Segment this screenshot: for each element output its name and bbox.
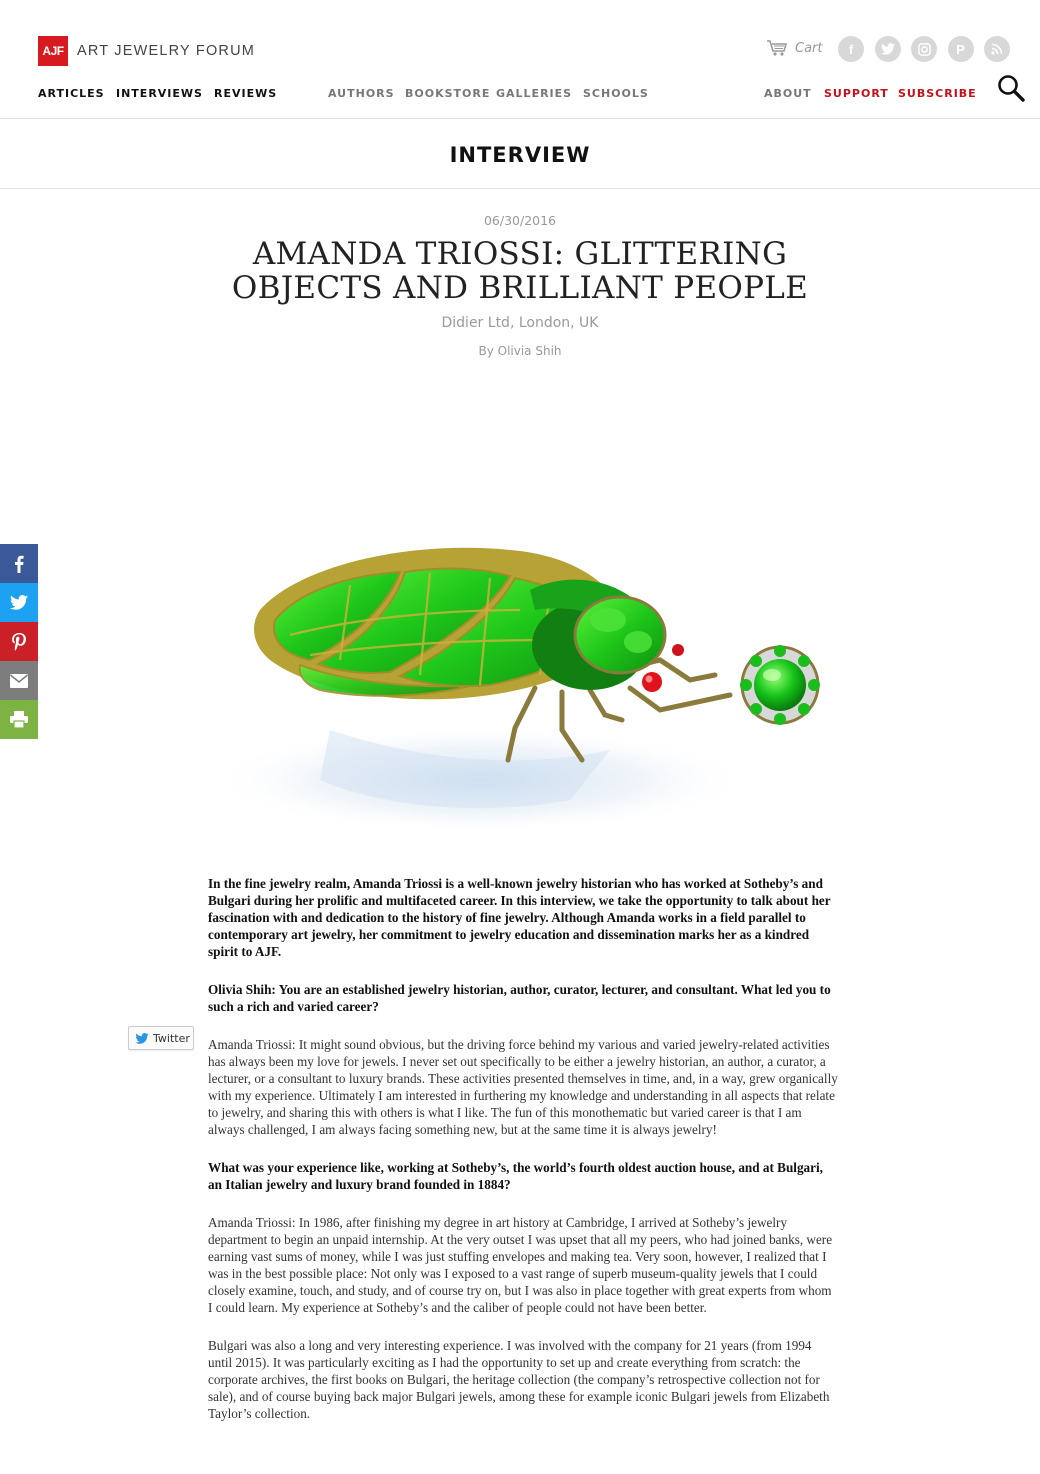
interview-answer: Bulgari was also a long and very interesting experience. I was involved with the company for 21 years (from 1994 until 2015). It was particularly exciting as I had the opportunity to set up and create everything from scratch: the corporate archives, the first books on Bulgari, the heritage collection (the company’s retrospective collection not for sale), and of course buying back major Bulgari jewels, among these for example iconic Bulgari jewels from Elizabeth Taylor’s collection. (208, 1338, 830, 1421)
nav-galleries[interactable]: GALLERIES (496, 87, 573, 100)
section-bar (0, 119, 1040, 189)
nav-about[interactable]: ABOUT (764, 87, 812, 100)
nav-articles[interactable]: ARTICLES (38, 87, 105, 100)
cart-label: Cart (795, 40, 823, 56)
article-byline: By Olivia Shih (478, 344, 562, 358)
facebook-share-icon[interactable] (0, 544, 38, 583)
pinterest-icon[interactable]: P (948, 36, 974, 62)
interview-question: What was your experience like, working at Sotheby’s, the world’s fourth oldest auction house, and at Bulgari, an Italian jewelry and luxury brand founded in 1884? (208, 1160, 823, 1192)
instagram-icon[interactable] (911, 36, 937, 62)
side-share-bar (0, 544, 38, 739)
cart-link[interactable] (767, 40, 823, 56)
search-icon[interactable] (997, 74, 1025, 102)
nav-reviews[interactable]: REVIEWS (214, 87, 278, 100)
nav-authors[interactable]: AUTHORS (328, 87, 395, 100)
twitter-button-label: Twitter (153, 1031, 190, 1045)
email-share-icon[interactable] (0, 661, 38, 700)
twitter-bird-icon (135, 1033, 149, 1044)
cart-icon (767, 40, 787, 56)
social-links (838, 36, 1021, 62)
hero-image-cicada-brooch (190, 460, 850, 860)
article-title: AMANDA TRIOSSI: GLITTERING OBJECTS AND BRILLIANT PEOPLE (231, 236, 809, 306)
twitter-share-button[interactable] (128, 1026, 194, 1050)
site-header (0, 0, 1040, 119)
rss-icon[interactable] (984, 36, 1010, 62)
twitter-icon[interactable] (875, 36, 901, 62)
interview-answer: Amanda Triossi: In 1986, after finishing my degree in art history at Cambridge, I arrived at Sotheby’s jewelry department to begin an unpaid internship. At the very outset I was upset that all my peers, who had joined banks, were earning vast sums of money, while I was just stuffing envelopes and making tea. Very soon, however, I realized that I was in the best possible place: Not only was I exposed to a vast range of superb museum-quality jewels that I could closely examine, touch, and study, and of course try on, but I was also in place together with great experts from whom I could learn. My experience at Sotheby’s and the caliber of people could not have been better. (208, 1215, 833, 1315)
article-lede: In the fine jewelry realm, Amanda Triossi is a well-known jewelry historian who has worked at Sotheby’s and Bulgari during her prolific and multifaceted career. In this interview, we take the opportunity to talk about her fascination with and dedication to the history of fine jewelry. Although Amanda works in a field parallel to contemporary art jewelry, her commitment to jewelry education and dissemination marks her as a kindred spirit to AJF. (208, 876, 831, 959)
section-title: INTERVIEW (449, 143, 591, 167)
interview-answer: Amanda Triossi: It might sound obvious, but the driving force behind my various and varied jewelry-related activities has always been my love for jewels. I never set out specifically to be either a jewelry historian, an author, a curator, a lecturer, or a consultant to luxury brands. These activities presented themselves in time, and, in a way, grew organically with my experience. Ultimately I am interested in furthering my knowledge and understanding in all aspects that relate to jewelry, and sharing this with others is what I like. The fun of this monothematic but varied career is that I am always challenged, I am always facing something new, but at the same time it is always jewelry! (208, 1037, 838, 1137)
logo-text: ART JEWELRY FORUM (77, 43, 256, 59)
interview-question: Olivia Shih: You are an established jewelry historian, author, curator, lecturer, and consultant. What led you to such a rich and varied career? (208, 982, 831, 1014)
nav-schools[interactable]: SCHOOLS (583, 87, 649, 100)
logo-mark: AJF (38, 36, 68, 66)
nav-bookstore[interactable]: BOOKSTORE (405, 87, 491, 100)
article-date: 06/30/2016 (483, 213, 557, 228)
nav-subscribe[interactable]: SUBSCRIBE (898, 87, 977, 100)
pinterest-share-icon[interactable] (0, 622, 38, 661)
print-icon[interactable] (0, 700, 38, 739)
facebook-icon[interactable]: f (838, 36, 864, 62)
nav-support[interactable]: SUPPORT (824, 87, 889, 100)
article-subtitle: Didier Ltd, London, UK (441, 315, 599, 331)
twitter-share-icon[interactable] (0, 583, 38, 622)
article-body (208, 875, 838, 1443)
nav-interviews[interactable]: INTERVIEWS (116, 87, 203, 100)
site-logo[interactable] (38, 36, 255, 66)
